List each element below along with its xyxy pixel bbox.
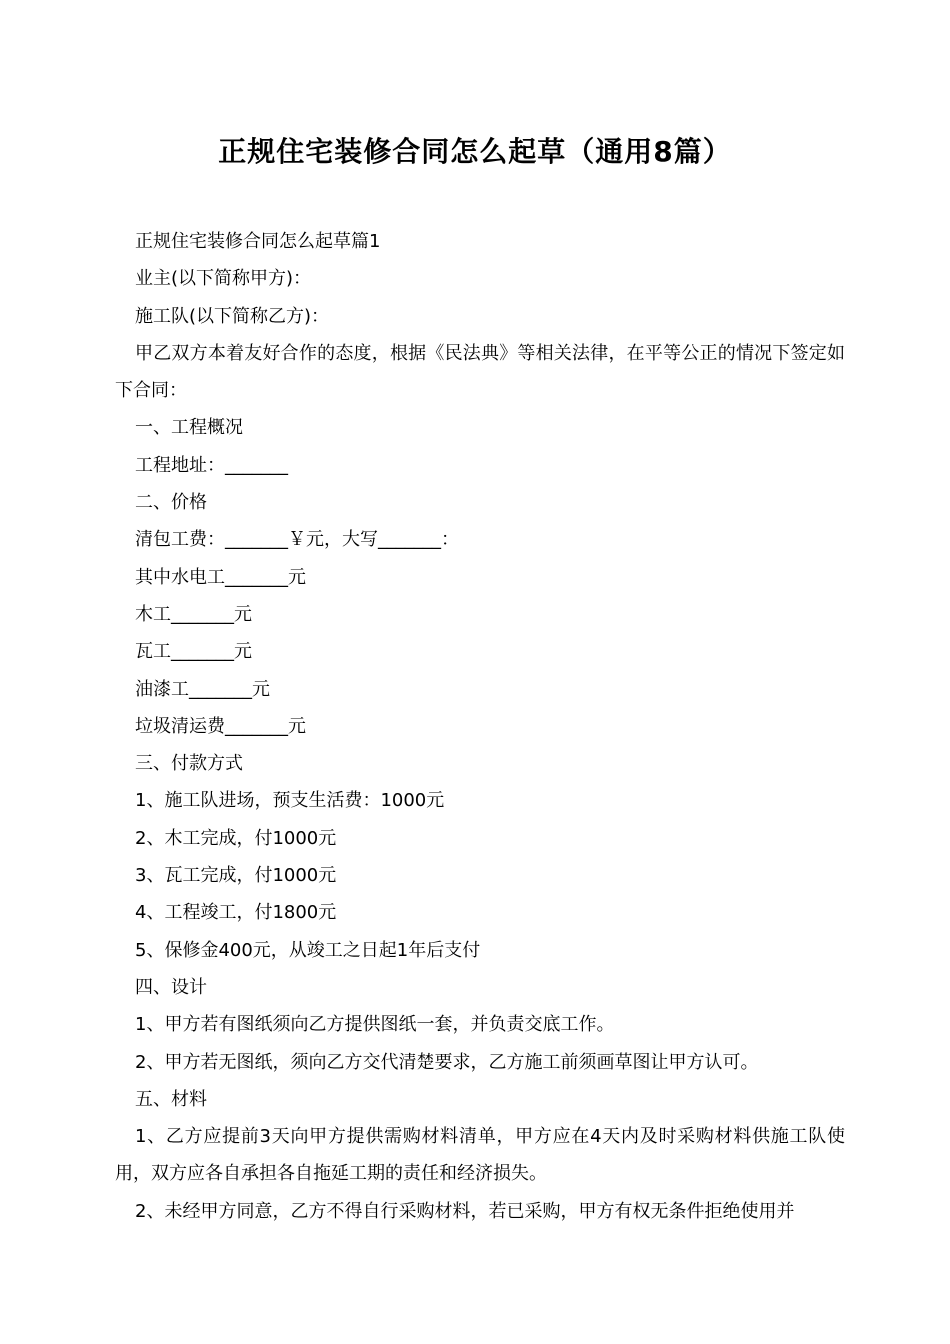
payment-item: 3、瓦工完成，付1000元 [135,865,337,887]
intro-paragraph: 甲乙双方本着友好合作的态度，根据《民法典》等相关法律，在平等公正的情况下签定如下合同： [115,342,845,402]
price-line: 油漆工_______元 [135,678,270,700]
section-heading: 正规住宅装修合同怎么起草篇1 [135,231,381,252]
section-heading: 二、价格 [135,492,207,514]
party-a-line: 业主(以下简称甲方)： [135,268,312,290]
payment-item: 2、木工完成，付1000元 [135,827,337,849]
price-line: 瓦工_______元 [135,641,252,663]
price-line: 垃圾清运费_______元 [135,715,306,737]
section-heading: 五、材料 [135,1088,207,1110]
project-address-line: 工程地址：_______ [135,454,288,476]
price-line: 清包工费：_______￥元，大写_______： [135,529,459,551]
materials-item: 1、乙方应提前3天向甲方提供需购材料清单，甲方应在4天内及时采购材料供施工队使用，双方应各自承担各自拖延工期的责任和经济损失。 [115,1126,845,1185]
design-item: 1、甲方若有图纸须向乙方提供图纸一套，并负责交底工作。 [135,1014,615,1036]
party-b-line: 施工队(以下简称乙方)： [135,305,330,327]
section-heading: 四、设计 [135,976,207,998]
materials-item: 2、未经甲方同意，乙方不得自行采购材料，若已采购，甲方有权无条件拒绝使用并 [135,1200,795,1222]
payment-item: 1、施工队进场，预支生活费：1000元 [135,790,445,812]
section-heading: 三、付款方式 [135,753,243,775]
payment-item: 5、保修金400元，从竣工之日起1年后支付 [135,939,481,961]
section-heading: 一、工程概况 [135,417,243,439]
document-title: 正规住宅装修合同怎么起草（通用8篇） [218,135,732,168]
price-line: 木工_______元 [135,603,252,625]
design-item: 2、甲方若无图纸，须向乙方交代清楚要求，乙方施工前须画草图让甲方认可。 [135,1051,759,1073]
price-line: 其中水电工_______元 [135,566,306,588]
payment-item: 4、工程竣工，付1800元 [135,902,337,924]
document-body [115,223,845,1230]
